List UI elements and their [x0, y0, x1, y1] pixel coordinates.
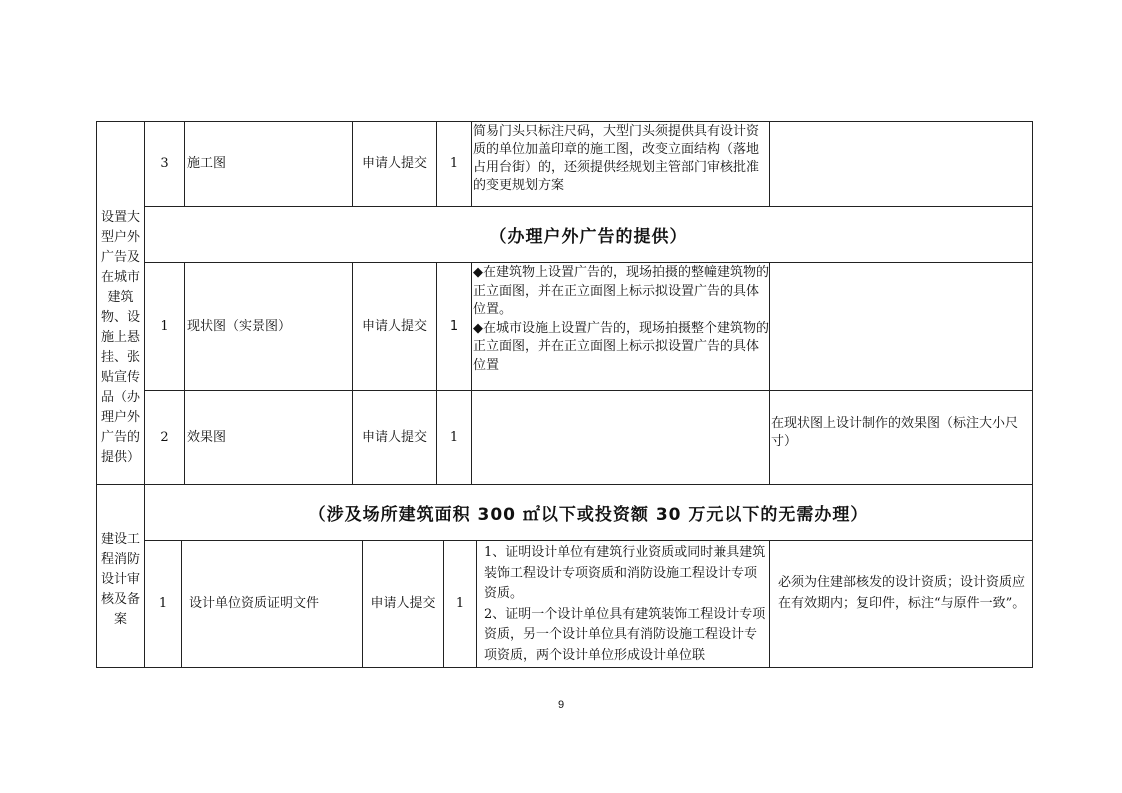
section-banner-fire-design: （涉及场所建筑面积 300 ㎡以下或投资额 30 万元以下的无需办理）	[308, 505, 869, 525]
material-copies: 1	[449, 156, 459, 171]
col-divider	[769, 121, 770, 207]
requirement-item: 2、证明一个设计单位具有建筑装饰工程设计专项资质，另一个设计单位具有消防设施工程设计专项资质，两个设计单位形成设计单位联	[484, 606, 766, 663]
material-copies: 1	[449, 429, 459, 445]
col-divider	[181, 540, 182, 668]
row-number: 1	[160, 318, 169, 334]
section-banner-outdoor-ad: （办理户外广告的提供）	[489, 227, 688, 247]
material-source: 申请人提交	[361, 429, 427, 445]
requirement-item: 1、证明设计单位有建筑行业资质或同时兼具建筑装饰工程设计专项资质和消防设施工程设计专项资质。	[484, 545, 766, 601]
material-copies: 1	[455, 596, 465, 611]
material-requirement	[484, 543, 766, 667]
page-number: 9	[557, 699, 565, 711]
material-requirement	[473, 391, 768, 484]
col-divider	[769, 540, 770, 668]
table-border-bottom	[96, 667, 1033, 668]
material-note: 在现状图上设计制作的效果图（标注大小尺寸）	[771, 416, 1019, 449]
material-name: 效果图	[187, 429, 227, 445]
material-name: 施工图	[187, 156, 227, 171]
material-note	[771, 263, 1031, 390]
material-requirement	[473, 264, 771, 390]
material-requirement: 简易门头只标注尺码，大型门头须提供具有设计资质的单位加盖印章的施工图，改变立面结构（落地占用台街）的，还须提供经规划主管部门审核批准的变更规划方案	[473, 124, 760, 193]
col-divider	[184, 121, 185, 207]
row-number: 2	[160, 429, 169, 445]
category-cell-outdoor-ad: 设置大型户外广告及在城市建筑物、设施上悬挂、张贴宣传品（办理户外广告的提供）	[100, 210, 140, 465]
material-source: 申请人提交	[361, 318, 427, 334]
row-number: 1	[158, 596, 168, 611]
material-note: 必须为住建部核发的设计资质；设计资质应在有效期内；复印件，标注“与原件一致”。	[778, 575, 1026, 611]
category-cell-fire-design: 建设工程消防设计审核及备案	[101, 532, 141, 627]
col-divider	[362, 540, 363, 668]
table-border-right	[1032, 121, 1033, 668]
col-divider	[184, 262, 185, 485]
material-copies: 1	[449, 318, 459, 334]
material-note	[771, 122, 1031, 206]
material-name: 设计单位资质证明文件	[189, 596, 320, 611]
material-name: 现状图（实景图）	[187, 318, 292, 334]
requirement-item: ◆在城市设施上设置广告的，现场拍摄整个建筑物的正立面图，并在正立面图上标示拟设置广告的具体位置	[473, 320, 769, 373]
requirement-item: ◆在建筑物上设置广告的，现场拍摄的整幢建筑物的正立面图，并在正立面图上标示拟设置广告的具体位置。	[473, 265, 769, 317]
material-source: 申请人提交	[361, 156, 427, 171]
row-number: 3	[160, 156, 169, 171]
col-divider	[476, 540, 477, 668]
material-source: 申请人提交	[370, 596, 436, 611]
col-divider	[471, 121, 472, 207]
col-divider	[471, 262, 472, 485]
